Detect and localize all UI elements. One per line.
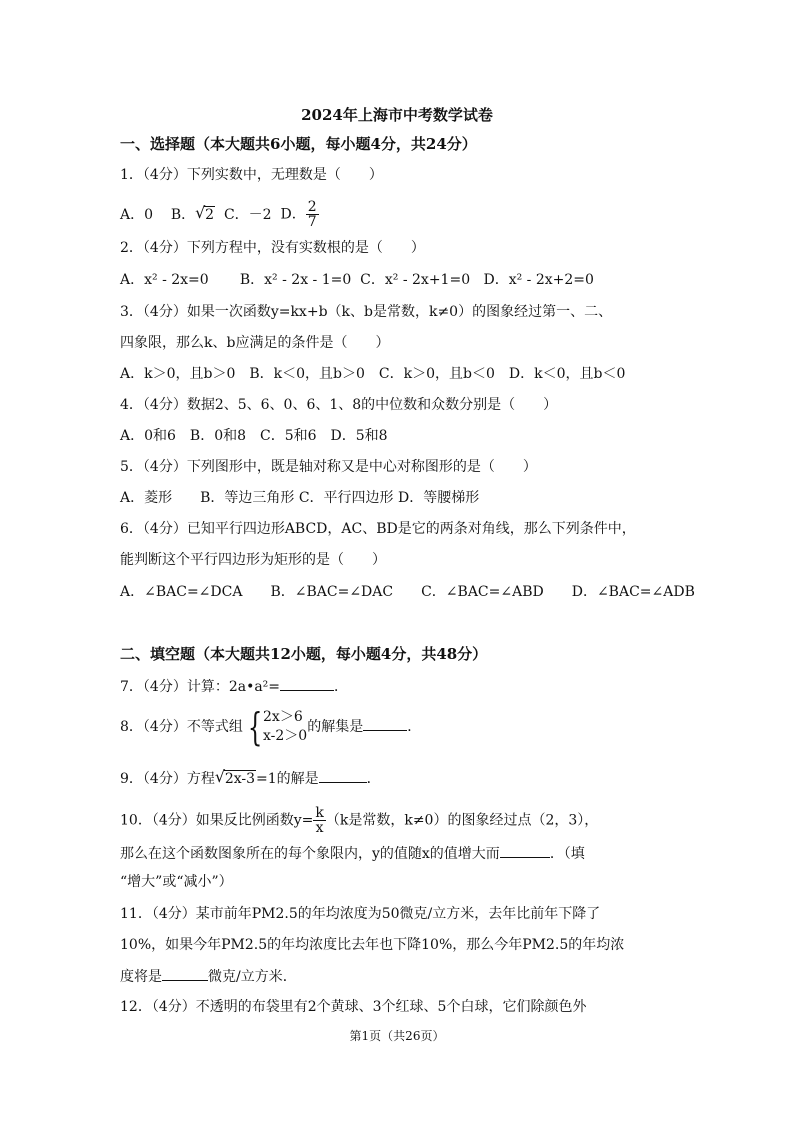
radicand: 2x-3 (224, 771, 256, 787)
inequality-system (243, 705, 308, 749)
question-10-line2-post: ．（填 (549, 846, 585, 862)
numerator: k (315, 805, 324, 821)
system-row-1: 2x＞6 (263, 709, 303, 725)
option-b: B．x² - 2x - 1=0 (239, 272, 352, 288)
sqrt-expression (215, 769, 256, 789)
answer-blank (162, 966, 208, 981)
answer-blank (319, 768, 367, 783)
left-brace: { (247, 705, 263, 749)
fraction (313, 806, 325, 835)
section-heading-choice: 一、选择题（本大题共6小题，每小题4分，共24分） (120, 135, 477, 153)
question-11-line3 (120, 966, 297, 987)
page-title: 2024年上海市中考数学试卷 (301, 106, 493, 124)
question-6-stem-line1: 6．（4分）已知平行四边形ABCD，AC、BD是它的两条对角线，那么下列条件中， (120, 521, 636, 537)
question-10-line2-pre: 那么在这个函数图象所在的每个象限内，y的值随x的值增大而 (120, 846, 500, 862)
option-a: A．0 (120, 206, 154, 223)
denominator: 7 (307, 214, 317, 230)
radicand: 2 (205, 206, 215, 223)
question-7-stem: 7．（4分）计算：2a•a²= (120, 679, 281, 695)
option-d (281, 200, 319, 229)
system-row-2: x-2＞0 (263, 728, 308, 744)
question-10-line1 (120, 806, 598, 835)
option-d: D．x² - 2x+2=0 (483, 272, 594, 288)
answer-blank (280, 676, 334, 691)
question-11-line3-post: 微克/立方米． (208, 969, 297, 985)
question-9-stem: 9．（4分）方程 (120, 771, 215, 787)
question-9 (120, 768, 381, 789)
option-b (170, 202, 215, 225)
question-8 (120, 707, 421, 747)
question-2-stem: 2．（4分）下列方程中，没有实数根的是（ ） (120, 240, 425, 256)
question-3-options: A．k＞0，且b＞0 B．k＜0，且b＞0 C．k＞0，且b＜0 D．k＜0，且b＜0 (120, 366, 626, 382)
question-6-options: A．∠BAC=∠DCA B．∠BAC=∠DAC C．∠BAC=∠ABD D．∠BAC=∠ADB (120, 584, 695, 600)
question-4-stem: 4．（4分）数据2、5、6、0、6、1、8的中位数和众数分别是（ ） (120, 397, 558, 413)
question-5-stem: 5．（4分）下列图形中，既是轴对称又是中心对称图形的是（ ） (120, 459, 537, 475)
option-b-label: B． (170, 206, 196, 223)
question-11-line3-pre: 度将是 (120, 969, 162, 985)
question-11-line2: 10%，如果今年PM2.5的年均浓度比去年也下降10%，那么今年PM2.5的年均浓 (120, 937, 625, 953)
denominator: x (315, 820, 324, 836)
question-3-stem-line2: 四象限，那么k、b应满足的条件是（ ） (120, 335, 390, 351)
question-10-line2 (120, 843, 585, 864)
question-1-stem: 1．（4分）下列实数中，无理数是（ ） (120, 167, 383, 183)
section-heading-fill-in: 二、填空题（本大题共12小题，每小题4分，共48分） (120, 645, 488, 663)
radical-sign: √ (214, 767, 226, 786)
numerator: 2 (307, 199, 317, 215)
question-11-line1: 11．（4分）某市前年PM2.5的年均浓度为50微克/立方米，去年比前年下降了 (120, 906, 601, 922)
question-10-line3: “增大”或“减小”） (120, 874, 233, 890)
question-8-stem: 8．（4分）不等式组 (120, 719, 243, 735)
answer-blank (363, 716, 407, 731)
question-4-options: A．0和6 B．0和8 C．5和6 D．5和8 (120, 428, 388, 444)
sqrt-expression (195, 202, 215, 225)
question-10-line1-post: （k是常数，k≠0）的图象经过点（2，3）， (325, 812, 599, 829)
question-7 (120, 676, 348, 697)
question-1-options (120, 200, 319, 229)
question-6-stem-line2: 能判断这个平行四边形为矩形的是（ ） (120, 552, 386, 568)
fraction (306, 200, 319, 229)
question-2-options (120, 270, 594, 290)
system-rows (263, 708, 307, 746)
option-a: A．x² - 2x=0 (120, 272, 209, 288)
option-d-label: D． (280, 206, 306, 223)
question-8-after: 的解集是 (307, 719, 364, 735)
option-c: C．－2 (223, 206, 272, 223)
question-9-end: ． (366, 771, 381, 787)
question-5-options: A．菱形 B．等边三角形 C．平行四边形 D．等腰梯形 (120, 490, 480, 506)
question-10-line1-pre: 10．（4分）如果反比例函数y= (120, 812, 314, 829)
question-3-stem-line1: 3．（4分）如果一次函数y=kx+b（k、b是常数，k≠0）的图象经过第一、二、 (120, 304, 613, 320)
answer-blank (500, 843, 550, 858)
question-9-after: =1的解是 (256, 771, 319, 787)
question-12-line1: 12．（4分）不透明的布袋里有2个黄球、3个红球、5个白球，它们除颜色外 (120, 999, 587, 1015)
question-7-end: ． (334, 679, 349, 695)
radical-sign: √ (195, 202, 206, 222)
page-footer: 第1页（共26页） (349, 1029, 445, 1043)
question-8-end: ． (407, 719, 422, 735)
option-c: C．x² - 2x+1=0 (360, 272, 471, 288)
